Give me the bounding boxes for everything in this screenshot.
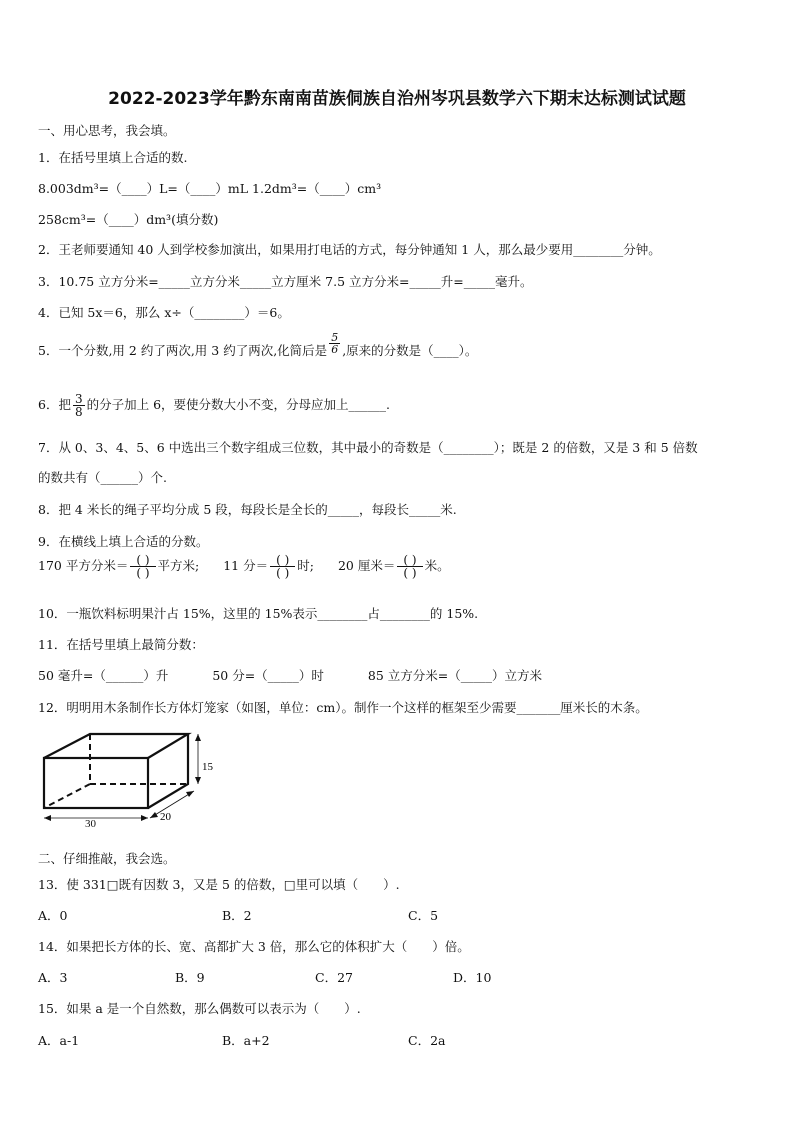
q15-option-a: A．a-1 (38, 1033, 80, 1048)
question-5-fraction (329, 332, 340, 355)
q14-option-d: D．10 (453, 970, 492, 985)
q14-option-c: C．27 (315, 970, 353, 985)
q13-option-a: A．0 (38, 908, 68, 923)
question-1-stem: 1．在括号里填上合适的数. (38, 150, 188, 165)
fraction-denominator: ( ) (136, 566, 150, 580)
question-12: 12．明明用木条制作长方体灯笼家（如图，单位：cm）。制作一个这样的框架至少需要_______厘米长的木条。 (38, 700, 648, 715)
question-5-text-before: 5．一个分数,用 2 约了两次,用 3 约了两次,化简后是 (38, 343, 328, 358)
question-9-row (38, 554, 450, 579)
question-5-text-after: ,原来的分数是（____）。 (342, 343, 478, 358)
question-1-line-2: 258cm³=（____）dm³(填分数) (38, 212, 219, 227)
section-2-heading: 二、仔细推敲，我会选。 (38, 851, 176, 866)
q9-c-fraction (397, 554, 422, 579)
q9-b-unit: 时; (297, 558, 315, 573)
height-label: 15 (202, 761, 213, 773)
question-5 (38, 331, 478, 363)
width-dimension-line (150, 791, 194, 818)
q15-option-b: B．a+2 (222, 1033, 270, 1048)
cuboid-figure (38, 728, 228, 832)
q13-option-c: C．5 (408, 908, 439, 923)
length-label: 30 (85, 818, 96, 830)
question-7-line-2: 的数共有（______）个. (38, 470, 167, 485)
question-1-line-1: 8.003dm³=（____）L=（____）mL 1.2dm³=（____）cm³ (38, 181, 382, 196)
width-arrow-right (186, 791, 194, 797)
q14-option-a: A．3 (38, 970, 68, 985)
question-2: 2．王老师要通知 40 人到学校参加演出，如果用打电话的方式，每分钟通知 1 人，那么最少要用________分钟。 (38, 242, 661, 257)
question-14-stem: 14．如果把长方体的长、宽、高都扩大 3 倍，那么它的体积扩大（ ）倍。 (38, 939, 470, 954)
q11-c: 85 立方分米=（_____）立方米 (367, 668, 543, 683)
question-7-line-1: 7．从 0、3、4、5、6 中选出三个数字组成三位数，其中最小的奇数是（________）；既是 2 的倍数，又是 3 和 5 倍数 (38, 440, 698, 455)
width-arrow-left (150, 812, 158, 818)
cuboid-top-face (44, 734, 188, 758)
q15-option-c: C．2a (408, 1033, 446, 1048)
q9-a-fraction (130, 554, 155, 579)
width-label: 20 (160, 811, 171, 823)
fraction-numerator: 5 (331, 331, 339, 344)
question-6-fraction (73, 393, 85, 418)
question-10: 10．一瓶饮料标明果汁占 15%，这里的 15%表示________占________的 15%. (38, 606, 479, 621)
question-6 (38, 393, 390, 418)
section-1-heading: 一、用心思考，我会填。 (38, 123, 176, 138)
length-arrow-left (44, 815, 51, 821)
length-arrow-right (141, 815, 148, 821)
fraction-denominator: 6 (331, 343, 339, 356)
q13-option-b: B．2 (222, 908, 252, 923)
question-6-text-after: 的分子加上 6，要使分数大小不变，分母应加上______. (86, 397, 390, 412)
fraction-numerator: ( ) (276, 553, 290, 567)
q9-b-fraction (270, 554, 295, 579)
q14-option-b: B．9 (175, 970, 205, 985)
fraction-denominator: ( ) (403, 566, 417, 580)
cuboid-diagram (38, 728, 228, 832)
question-11-row (38, 666, 542, 684)
fraction-numerator: 3 (74, 392, 83, 406)
question-4: 4．已知 5x＝6，那么 x÷（________）＝6。 (38, 305, 290, 320)
question-15-stem: 15．如果 a 是一个自然数，那么偶数可以表示为（ ）. (38, 1001, 361, 1016)
question-3: 3．10.75 立方分米=_____立方分米_____立方厘米 7.5 立方分米=_____升=_____毫升。 (38, 274, 533, 289)
q9-a-label: 170 平方分米＝ (38, 558, 129, 573)
hidden-edge-depth (44, 784, 90, 808)
question-11-stem: 11．在括号里填上最简分数： (38, 637, 204, 652)
fraction-numerator: ( ) (136, 553, 150, 567)
q9-c-unit: 米。 (424, 558, 450, 573)
q9-a-unit: 平方米; (157, 558, 200, 573)
height-arrow-top (195, 734, 201, 741)
question-6-text-before: 6．把 (38, 397, 71, 412)
question-9-stem: 9．在横线上填上合适的分数。 (38, 534, 209, 549)
q9-c-label: 20 厘米＝ (337, 558, 396, 573)
page-title: 2022-2023学年黔东南南苗族侗族自治州岑巩县数学六下期末达标测试试题 (108, 89, 686, 109)
q9-b-label: 11 分＝ (223, 558, 269, 573)
fraction-denominator: 8 (74, 405, 83, 419)
fraction-numerator: ( ) (403, 553, 417, 567)
question-13-stem: 13．使 331□既有因数 3，又是 5 的倍数，□里可以填（ ）. (38, 877, 400, 892)
height-arrow-bottom (195, 777, 201, 784)
question-8: 8．把 4 米长的绳子平均分成 5 段，每段长是全长的_____，每段长_____米. (38, 502, 457, 517)
fraction-denominator: ( ) (276, 566, 290, 580)
q11-b: 50 分=（_____）时 (212, 668, 324, 683)
q11-a: 50 毫升=（______）升 (38, 668, 169, 683)
